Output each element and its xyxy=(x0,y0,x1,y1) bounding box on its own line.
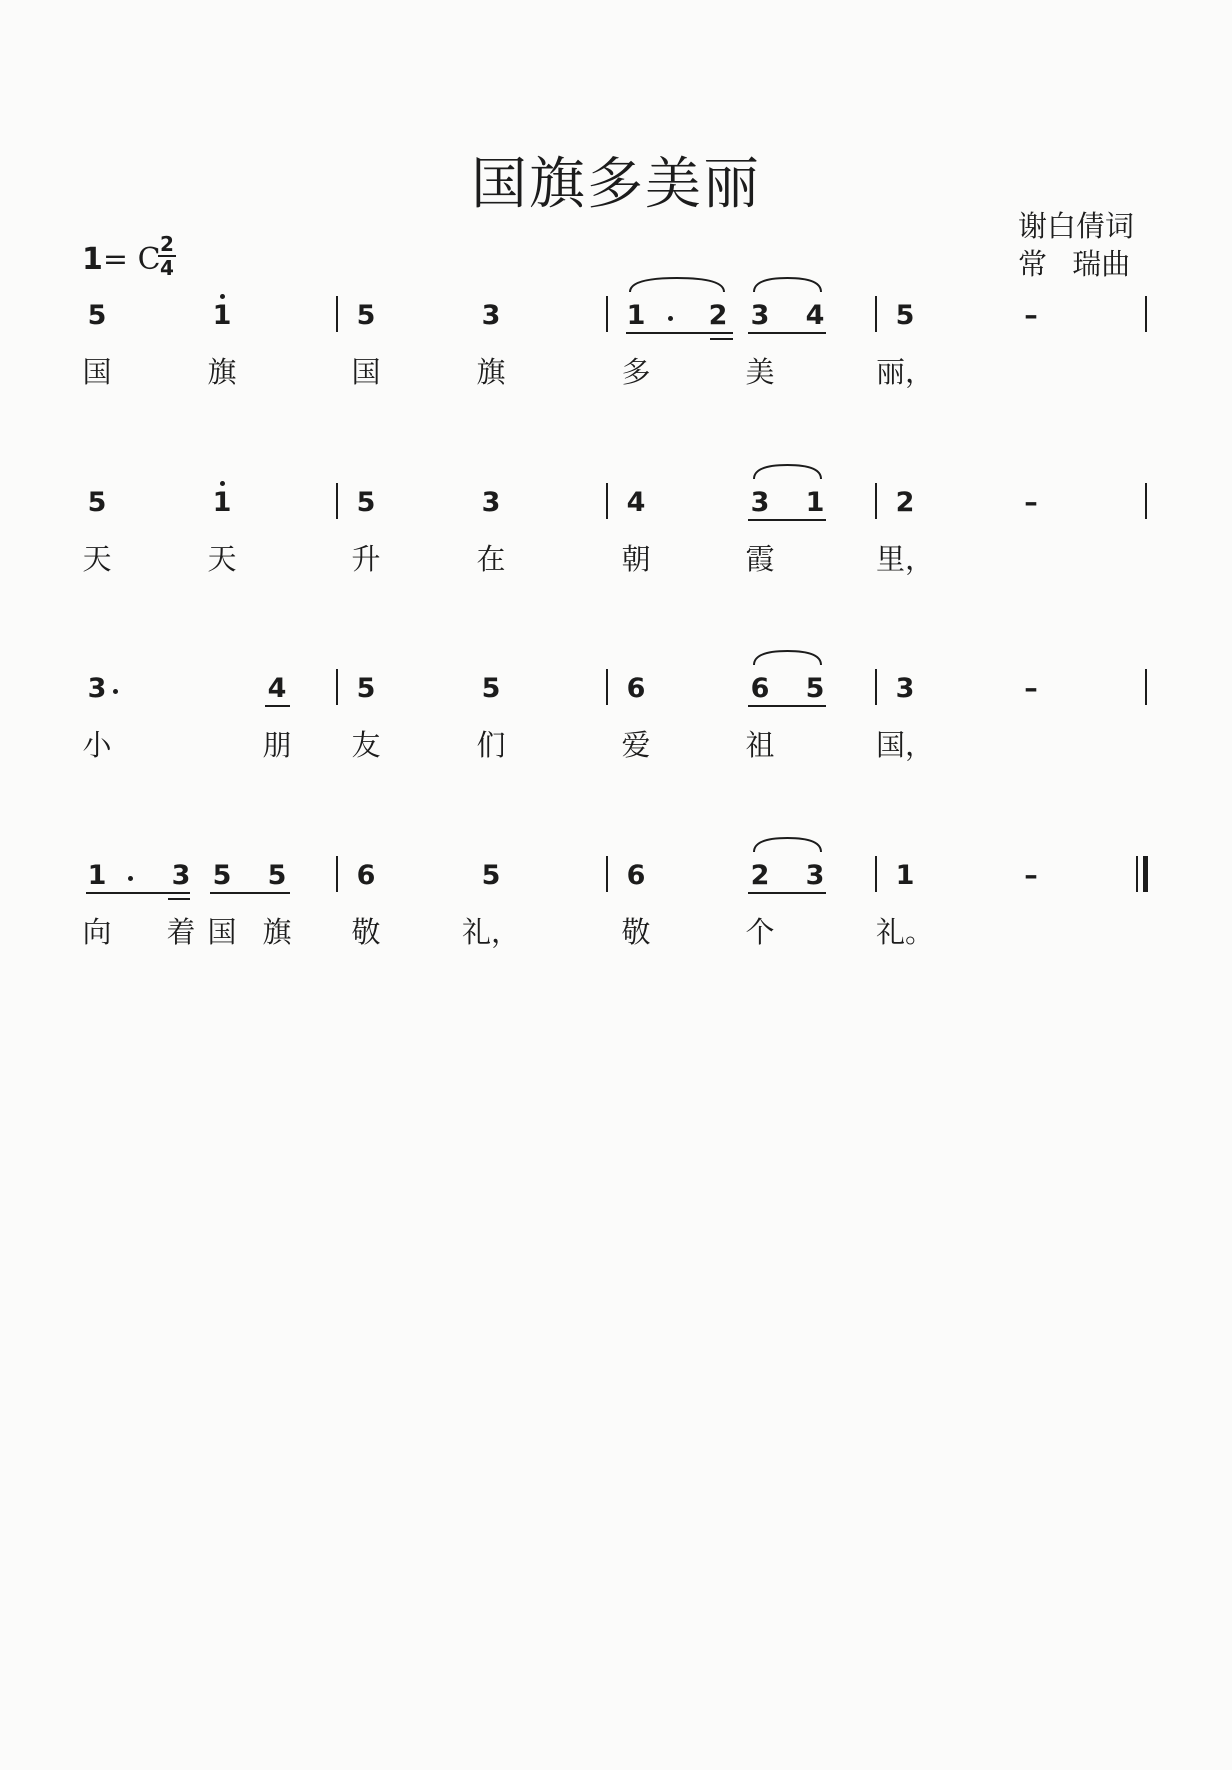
sustain-dash: – xyxy=(1024,487,1038,518)
note: 5 xyxy=(481,860,501,891)
lyric-syllable: 敬 xyxy=(621,915,651,949)
note: 2 xyxy=(750,860,770,891)
note: 5 xyxy=(895,300,915,331)
beam-underline xyxy=(748,519,826,521)
lyric-syllable: 友 xyxy=(351,728,381,762)
key-letter: C xyxy=(137,242,161,277)
note: 2 xyxy=(708,300,728,331)
beam-underline xyxy=(168,898,190,900)
note: 4 xyxy=(626,487,646,518)
lyric-syllable: 霞 xyxy=(745,542,775,576)
sustain-dash: – xyxy=(1024,860,1038,891)
barline xyxy=(875,483,877,519)
lyric-syllable: 着 xyxy=(166,915,196,949)
note: 3 xyxy=(87,673,107,704)
note: 5 xyxy=(212,860,232,891)
note: 1 xyxy=(212,300,232,331)
time-sig-top: 2 xyxy=(160,232,174,256)
octave-dot xyxy=(220,294,225,299)
lyric-syllable: 旗 xyxy=(207,355,237,389)
note: 5 xyxy=(805,673,825,704)
barline xyxy=(336,856,338,892)
note: 6 xyxy=(626,673,646,704)
note: 3 xyxy=(750,487,770,518)
lyric-syllable: 旗 xyxy=(262,915,292,949)
lyric-syllable: 国 xyxy=(351,355,381,389)
key-equals: = xyxy=(102,242,129,277)
note: 1 xyxy=(87,860,107,891)
barline xyxy=(875,296,877,332)
note: 3 xyxy=(481,487,501,518)
barline xyxy=(336,483,338,519)
barline xyxy=(1145,296,1147,332)
lyricist-credit: 谢白倩词 xyxy=(1018,209,1135,243)
note: 1 xyxy=(805,487,825,518)
beam-underline xyxy=(86,892,190,894)
lyric-syllable: 祖 xyxy=(745,728,775,762)
sustain-dash: – xyxy=(1024,673,1038,704)
lyric-syllable: 朋 xyxy=(262,728,292,762)
song-title: 国旗多美丽 xyxy=(471,152,761,217)
note: 4 xyxy=(267,673,287,704)
lyric-syllable: 在 xyxy=(476,542,506,576)
lyric-syllable: 朝 xyxy=(621,542,651,576)
lyric-syllable: 礼， xyxy=(461,915,521,949)
note: 1 xyxy=(626,300,646,331)
lyric-syllable: 国 xyxy=(82,355,112,389)
slur xyxy=(626,274,728,294)
final-barline-thin xyxy=(1136,856,1138,892)
beam-underline xyxy=(748,705,826,707)
note: 3 xyxy=(895,673,915,704)
lyric-syllable: 美 xyxy=(745,355,775,389)
barline xyxy=(1145,483,1147,519)
sustain-dash: – xyxy=(1024,300,1038,331)
barline xyxy=(336,669,338,705)
augmentation-dot xyxy=(113,689,118,694)
note: 3 xyxy=(481,300,501,331)
key-signature xyxy=(82,242,161,277)
time-signature xyxy=(156,233,178,279)
beam-underline xyxy=(710,338,733,340)
note: 5 xyxy=(356,300,376,331)
beam-underline xyxy=(265,705,290,707)
note: 5 xyxy=(87,300,107,331)
note: 2 xyxy=(895,487,915,518)
lyric-syllable: 多 xyxy=(621,355,651,389)
barline xyxy=(875,669,877,705)
slur xyxy=(750,834,825,854)
note: 1 xyxy=(895,860,915,891)
barline xyxy=(606,856,608,892)
lyric-syllable: 小 xyxy=(82,728,112,762)
lyric-syllable: 升 xyxy=(351,542,381,576)
lyric-syllable: 国 xyxy=(207,915,237,949)
lyric-syllable: 天 xyxy=(82,542,112,576)
octave-dot xyxy=(220,481,225,486)
note: 4 xyxy=(805,300,825,331)
barline xyxy=(606,483,608,519)
note: 6 xyxy=(356,860,376,891)
beam-underline xyxy=(748,892,826,894)
lyric-syllable: 们 xyxy=(476,728,506,762)
barline xyxy=(1145,669,1147,705)
note: 5 xyxy=(267,860,287,891)
note: 5 xyxy=(356,673,376,704)
barline xyxy=(606,296,608,332)
slur xyxy=(750,461,825,481)
augmentation-dot xyxy=(668,316,673,321)
barline xyxy=(875,856,877,892)
note: 1 xyxy=(212,487,232,518)
note: 3 xyxy=(171,860,191,891)
lyric-syllable: 丽， xyxy=(875,355,935,389)
note: 6 xyxy=(626,860,646,891)
beam-underline xyxy=(626,332,733,334)
lyric-syllable: 旗 xyxy=(476,355,506,389)
lyric-syllable: 爱 xyxy=(621,728,651,762)
beam-underline xyxy=(748,332,826,334)
note: 6 xyxy=(750,673,770,704)
lyric-syllable: 天 xyxy=(207,542,237,576)
slur xyxy=(750,274,825,294)
note: 3 xyxy=(750,300,770,331)
note: 5 xyxy=(481,673,501,704)
note: 5 xyxy=(356,487,376,518)
lyric-syllable: 敬 xyxy=(351,915,381,949)
slur xyxy=(750,647,825,667)
final-barline-thick xyxy=(1143,856,1148,892)
lyric-syllable: 国， xyxy=(875,728,935,762)
barline xyxy=(606,669,608,705)
barline xyxy=(336,296,338,332)
lyric-syllable: 向 xyxy=(82,915,112,949)
augmentation-dot xyxy=(128,876,133,881)
lyric-syllable: 礼。 xyxy=(875,915,935,949)
note: 5 xyxy=(87,487,107,518)
lyric-syllable: 里， xyxy=(875,542,935,576)
time-sig-bottom: 4 xyxy=(158,255,176,279)
composer-credit: 常 瑞曲 xyxy=(1018,247,1131,281)
lyric-syllable: 个 xyxy=(745,915,775,949)
key-tonic: 1 xyxy=(82,242,103,277)
beam-underline xyxy=(210,892,290,894)
note: 3 xyxy=(805,860,825,891)
